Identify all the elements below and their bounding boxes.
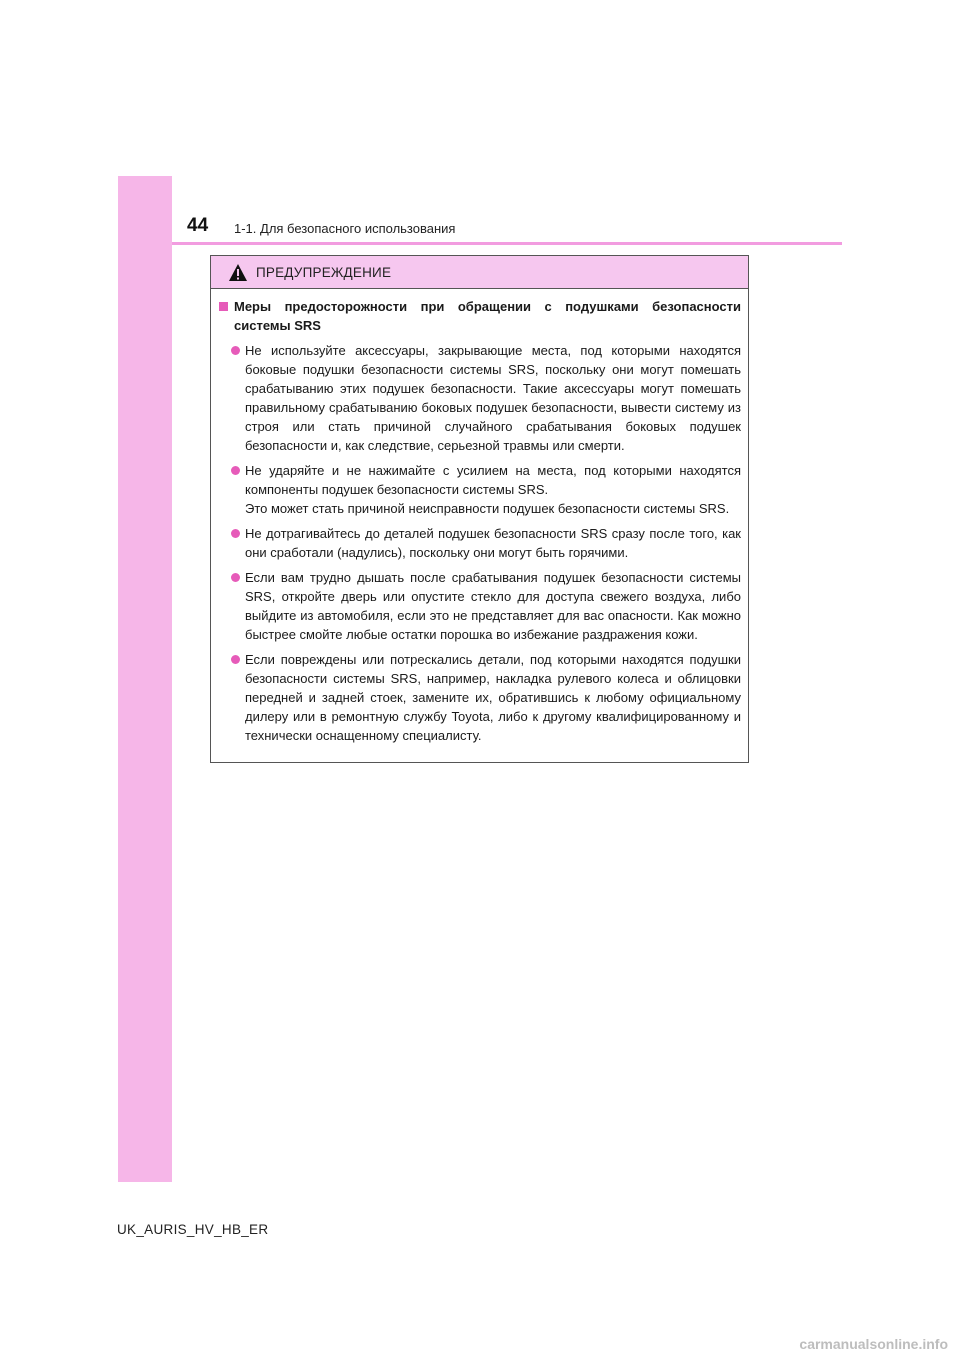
list-item-text: Не дотрагивайтесь до деталей подушек безопасности SRS сразу после того, как они сработали (надулись), поскольку они могут быть горячими. bbox=[245, 526, 741, 560]
circle-bullet-icon bbox=[231, 466, 240, 475]
warning-header bbox=[211, 256, 748, 289]
watermark: carmanualsonline.info bbox=[799, 1336, 948, 1352]
warning-triangle-icon bbox=[228, 263, 248, 282]
list-item bbox=[219, 524, 741, 562]
circle-bullet-icon bbox=[231, 529, 240, 538]
warning-body bbox=[211, 289, 748, 745]
document-code: UK_AURIS_HV_HB_ER bbox=[117, 1222, 269, 1237]
circle-bullet-icon bbox=[231, 346, 240, 355]
list-item-text: Если повреждены или потрескались детали, под которыми находятся подушки безопасности системы SRS, например, накладка рулевого колеса и облицовки передней и задней стоек, замените их, обратившись к любому официальному дилеру или в ремонтную службу Toyota, либо к другому квалифицированному и технически оснащенному специалисту. bbox=[245, 652, 741, 743]
section-heading bbox=[219, 297, 741, 335]
header-rule bbox=[172, 242, 842, 245]
list-item bbox=[219, 650, 741, 745]
section-heading-text: Меры предосторожности при обращении с подушками безопасности системы SRS bbox=[234, 299, 741, 333]
list-item-text: Не ударяйте и не нажимайте с усилием на места, под которыми находятся компоненты подушек безопасности системы SRS. bbox=[245, 463, 741, 497]
list-item-text: Если вам трудно дышать после срабатывания подушек безопасности системы SRS, откройте дверь или опустите стекло для доступа свежего воздуха, либо выйдите из автомобиля, если это не представляет для вас опасности. Как можно быстрее смойте любые остатки порошка во избежание раздражения кожи. bbox=[245, 570, 741, 642]
section-title: 1-1. Для безопасного использования bbox=[234, 221, 456, 236]
side-tab-band bbox=[118, 176, 172, 1182]
circle-bullet-icon bbox=[231, 655, 240, 664]
warning-label: ПРЕДУПРЕЖДЕНИЕ bbox=[256, 264, 392, 280]
list-item bbox=[219, 341, 741, 455]
page-number: 44 bbox=[187, 215, 209, 236]
list-item bbox=[219, 568, 741, 644]
square-bullet-icon bbox=[219, 302, 228, 311]
circle-bullet-icon bbox=[231, 573, 240, 582]
list-item-text-continued: Это может стать причиной неисправности подушек безопасности системы SRS. bbox=[245, 501, 730, 516]
list-item-text: Не используйте аксессуары, закрывающие места, под которыми находятся боковые подушки безопасности системы SRS, поскольку они могут помешать срабатыванию этих подушек безопасности. Такие аксессуары могут помешать правильному срабатыванию боковых подушек безопасности, вывести систему из строя или стать причиной случайного срабатывания боковых подушек безопасности и, как следствие, серьезной травмы или смерти. bbox=[245, 343, 741, 453]
warning-box bbox=[210, 255, 749, 763]
list-item bbox=[219, 461, 741, 518]
